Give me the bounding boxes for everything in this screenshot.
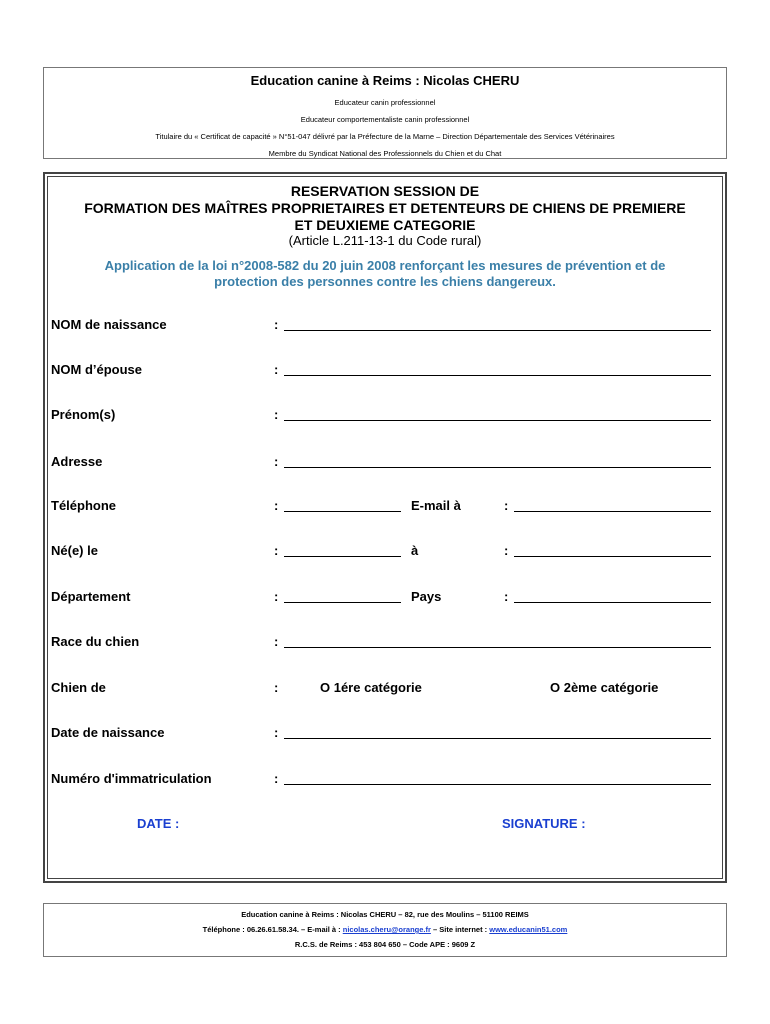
signature-label: SIGNATURE : (502, 816, 586, 831)
field-naissance-lieu (51, 543, 711, 563)
field-colon: : (274, 543, 279, 558)
header-line: Educateur comportementaliste canin professionnel (300, 115, 470, 124)
field-colon: : (274, 454, 279, 469)
telephone-line[interactable] (284, 511, 401, 512)
field-label: Prénom(s) (51, 407, 116, 422)
field-label: Né(e) le (51, 543, 98, 558)
footer-contact (44, 925, 726, 934)
form-title-line: ET DEUXIEME CATEGORIE (294, 217, 476, 233)
header-line: Educateur canin professionnel (334, 98, 436, 107)
website-link[interactable]: www.educanin51.com (489, 925, 568, 934)
field-label: Département (51, 589, 131, 604)
field-label: Adresse (51, 454, 103, 469)
departement-line[interactable] (284, 602, 401, 603)
field-colon: : (504, 589, 509, 604)
field-label: E-mail à (411, 498, 461, 513)
ne-le-line[interactable] (284, 556, 401, 557)
lieu-line[interactable] (514, 556, 711, 557)
field-label: NOM de naissance (51, 317, 167, 332)
adresse-line[interactable] (284, 467, 711, 468)
field-label: NOM d’épouse (51, 362, 143, 377)
field-colon: : (274, 725, 279, 740)
form-title (45, 183, 725, 234)
field-telephone-email (51, 498, 711, 518)
footer-text: Téléphone : 06.26.61.58.34. – E-mail à : (202, 925, 343, 934)
footer-address: Education canine à Reims : Nicolas CHERU – 82, rue des Moulins – 51100 REIMS (241, 910, 529, 919)
header-line: Membre du Syndicat National des Professionnels du Chien et du Chat (268, 149, 502, 158)
law-line: Application de la loi n°2008-582 du 20 juin 2008 renforçant les mesures de prévention et de (104, 258, 666, 273)
field-race (51, 634, 711, 654)
form-title-line: RESERVATION SESSION DE (290, 183, 480, 199)
race-line[interactable] (284, 647, 711, 648)
field-colon: : (274, 362, 279, 377)
field-colon: : (274, 634, 279, 649)
field-colon: : (274, 407, 279, 422)
field-label: Pays (411, 589, 442, 604)
field-colon: : (274, 680, 279, 695)
field-label: Race du chien (51, 634, 140, 649)
field-date-naissance (51, 725, 711, 745)
categorie-1-option[interactable]: O 1ére catégorie (320, 680, 422, 695)
nom-naissance-line[interactable] (284, 330, 711, 331)
field-colon: : (274, 771, 279, 786)
footer-box (43, 903, 727, 957)
form-title-line: FORMATION DES MAÎTRES PROPRIETAIRES ET DETENTEURS DE CHIENS DE PREMIERE (84, 200, 686, 216)
field-label: à (411, 543, 419, 558)
field-colon: : (504, 498, 509, 513)
immatriculation-line[interactable] (284, 784, 711, 785)
field-prenoms (51, 407, 711, 427)
prenoms-line[interactable] (284, 420, 711, 421)
field-colon: : (274, 498, 279, 513)
header-title: Education canine à Reims : Nicolas CHERU (250, 73, 520, 88)
field-colon: : (504, 543, 509, 558)
field-label: Chien de (51, 680, 106, 695)
field-immatriculation (51, 771, 711, 791)
header-line: Titulaire du « Certificat de capacité » N°51-047 délivré par la Préfecture de la Marne – Direction Départementale des Services Vétérinaires (155, 132, 615, 141)
field-label: Numéro d'immatriculation (51, 771, 212, 786)
footer-text: – Site internet : (430, 925, 490, 934)
date-naissance-line[interactable] (284, 738, 711, 739)
law-notice (65, 258, 705, 290)
field-nom-naissance (51, 317, 711, 337)
footer-registration: R.C.S. de Reims : 453 804 650 – Code APE : 9609 Z (294, 940, 476, 949)
pays-line[interactable] (514, 602, 711, 603)
field-chien-de (51, 680, 711, 700)
reservation-form (43, 172, 727, 883)
form-subtitle: (Article L.211-13-1 du Code rural) (288, 233, 482, 248)
field-departement-pays (51, 589, 711, 609)
field-colon: : (274, 317, 279, 332)
law-line: protection des personnes contre les chiens dangereux. (214, 274, 556, 289)
field-nom-epouse (51, 362, 711, 382)
field-colon: : (274, 589, 279, 604)
email-line[interactable] (514, 511, 711, 512)
categorie-2-option[interactable]: O 2ème catégorie (550, 680, 659, 695)
field-label: Téléphone (51, 498, 117, 513)
field-adresse (51, 454, 711, 474)
field-label: Date de naissance (51, 725, 165, 740)
header-box (43, 67, 727, 159)
nom-epouse-line[interactable] (284, 375, 711, 376)
email-link[interactable]: nicolas.cheru@orange.fr (342, 925, 431, 934)
date-label: DATE : (137, 816, 180, 831)
